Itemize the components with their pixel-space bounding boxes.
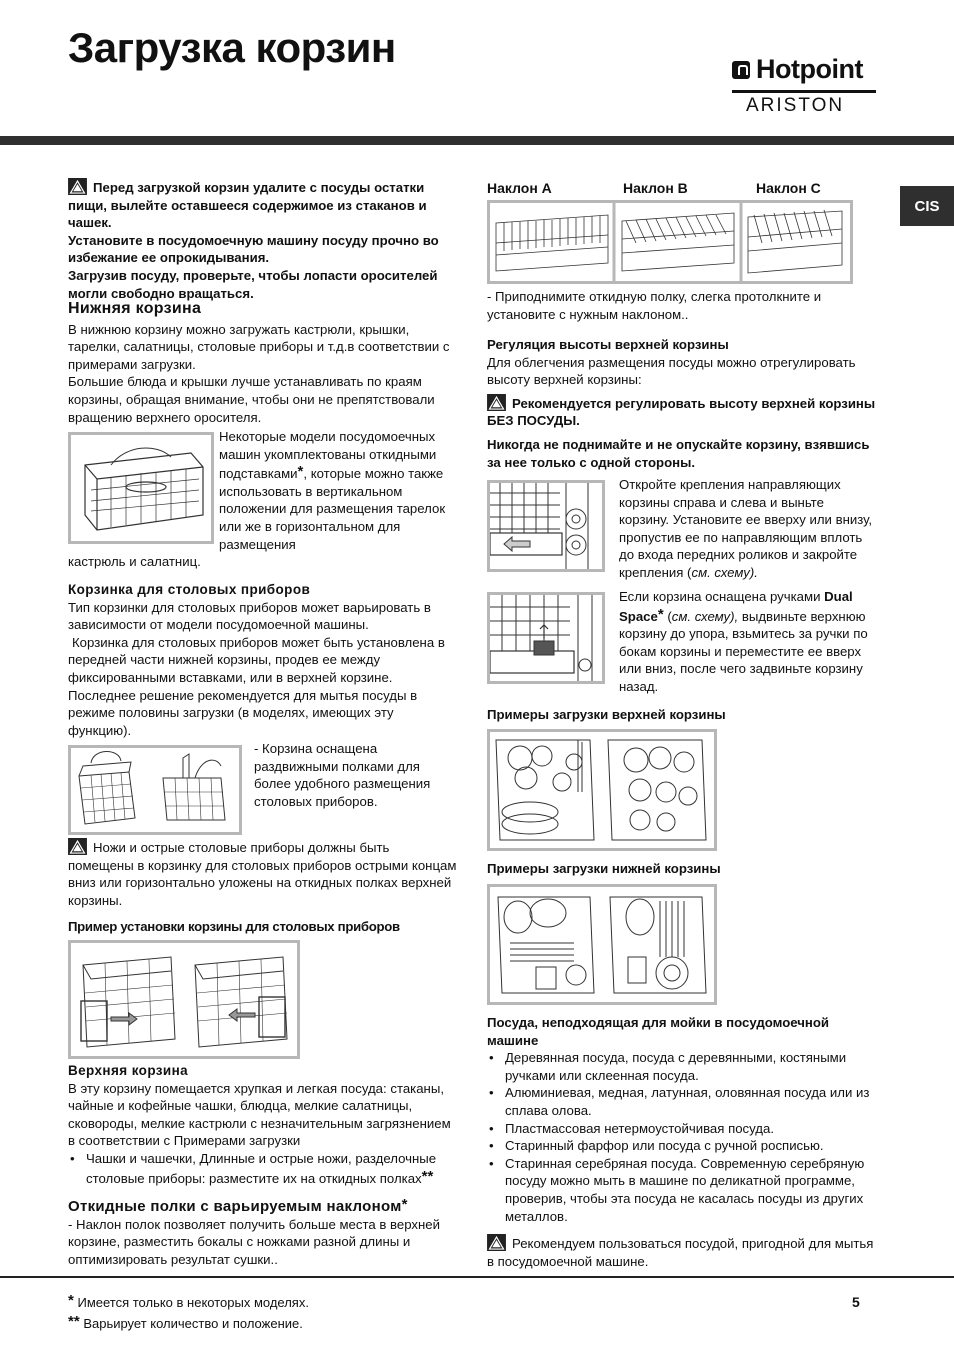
list-item: • Алюминиевая, медная, латунная, оловянная посуда или из сплава олова.	[487, 1084, 877, 1119]
tilt-a-label: Наклон A	[487, 180, 552, 196]
paragraph: В нижнюю корзину можно загружать кастрюли, крышки, тарелки, салатницы, столовые приборы и т.д.в соответствии с примерами загрузки.	[68, 321, 450, 372]
footnote-mark: **	[421, 1167, 434, 1185]
tilt-shelves-illustration	[487, 200, 853, 284]
upper-examples-heading	[487, 706, 877, 724]
footer-divider	[0, 1276, 954, 1278]
footnote-mark: *	[297, 463, 304, 481]
section-heading: Нижняя корзина	[68, 300, 202, 317]
upper-basket-load-example	[487, 729, 717, 851]
footnote-text: Варьирует количество и положение.	[83, 1316, 303, 1331]
paragraph: выдвиньте верхнюю корзину до упора, взьмитесь за ручки по бокам корзины и переместите ее вверх или вниз, после чего задвиньте корзину назад.	[619, 608, 868, 694]
paragraph: Некоторые модели посудомоечных машин укомплектованы откидными подставками	[219, 429, 437, 482]
footnote-mark: *	[401, 1196, 408, 1213]
height-step-1	[619, 476, 874, 582]
paragraph: кастрюль и салатниц.	[68, 554, 201, 569]
paragraph: , которые можно также использовать в вертикальном положении для размещения тарелок или же в горизонтальном для размещения	[219, 466, 446, 552]
hotpoint-logo	[732, 54, 863, 85]
subheading: Примеры загрузки нижней корзины	[487, 861, 721, 876]
shelves-section	[68, 1196, 458, 1268]
paragraph: Тип корзинки для столовых приборов может варьировать в зависимости от модели посудомоечной машины.	[68, 599, 431, 633]
footnote-2	[68, 1313, 303, 1331]
subheading: Посуда, неподходящая для мойки в посудомоечной машине	[487, 1015, 830, 1048]
subheading: Пример установки корзины для столовых приборов	[68, 919, 400, 934]
paragraph: - Корзина оснащена раздвижными полками для более удобного размещения столовых приборов.	[254, 741, 431, 809]
warning-text: Никогда не поднимайте и не опускайте корзину, взявшись за нее только с одной стороны.	[487, 436, 870, 470]
section-heading: Корзинка для столовых приборов	[68, 582, 311, 597]
footnote-text: Имеется только в некоторых моделях.	[77, 1295, 309, 1310]
warning-icon	[68, 178, 87, 195]
footnote-mark: **	[68, 1313, 80, 1330]
brand-name: Hotpoint	[756, 54, 863, 84]
footnote-mark: *	[68, 1292, 74, 1309]
intro-warning-block	[68, 178, 458, 302]
paragraph: В эту корзину помещается хрупкая и легкая посуда: стаканы, чайные и кофейные чашки, блюдца, мелкие салатницы, сковороды, мелкие кастрюли с незначительным загрязнением в соответствии с Примерами загрузки	[68, 1080, 451, 1149]
paragraph-emphasis: см. схему).	[691, 564, 758, 580]
example-heading-block	[68, 918, 458, 936]
warning-icon	[68, 838, 87, 855]
list-item: • Чашки и чашечки, Длинные и острые ножи, разделочные столовые приборы: разместите их на откидных полках**	[68, 1150, 458, 1187]
cutlery-basket-illustration	[68, 745, 242, 835]
unsuitable-section	[487, 1014, 877, 1270]
subheading: Регуляция высоты верхней корзины	[487, 337, 729, 352]
tilt-b-label: Наклон B	[623, 180, 688, 196]
height-step-2	[619, 588, 874, 696]
list-item: • Деревянная посуда, посуда с деревянными, костяными ручками или склеенная посуда.	[487, 1049, 877, 1084]
cutlery-placement-illustration	[68, 940, 300, 1059]
list-item: • Старинный фарфор или посуда с ручной росписью.	[487, 1137, 877, 1155]
knives-warning	[68, 838, 458, 909]
paragraph-emphasis: см. схему),	[671, 608, 739, 624]
upper-basket-list	[68, 1150, 458, 1187]
section-heading: Верхняя корзина	[68, 1063, 189, 1078]
upper-basket-section	[68, 1062, 458, 1187]
tilt-c-label: Наклон C	[756, 180, 821, 196]
paragraph: Большие блюда и крышки лучше устанавливать по краям корзины, обращая внимание, чтобы они не препятствовали вращению верхнего оросителя.	[68, 374, 435, 425]
paragraph: Последнее решение рекомендуется для мытья посуды в режиме половины загрузки (в моделях, имеющих эту функцию).	[68, 687, 418, 738]
subheading: Примеры загрузки верхней корзины	[487, 707, 726, 722]
paragraph: - Приподнимите откидную полку, слегка протолкните и установите с нужным наклоном..	[487, 289, 822, 322]
paragraph: Для облегчения размещения посуды можно отрегулировать высоту верхней корзины:	[487, 354, 856, 388]
height-adjust-rollers-illustration	[487, 480, 605, 572]
paragraph: - Наклон полок позволяет получить больше места в верхней корзине, разместить бокалы с ножками разной длины и оптимизировать результат сушки..	[68, 1216, 440, 1267]
region-tab: CIS	[900, 186, 954, 226]
fold-supports-text-end	[68, 553, 458, 571]
warning-text: Рекомендуем пользоваться посудой, пригодной для мытья в посудомоечной машине.	[487, 1236, 874, 1269]
warning-text: Перед загрузкой корзин удалите с посуды остатки пищи, вылейте оставшееся содержимое из стаканов и чашек.	[68, 180, 427, 231]
tilt-note	[487, 288, 877, 323]
paragraph: (	[663, 608, 672, 624]
logo-mark-icon	[732, 61, 750, 79]
logo-divider	[732, 90, 876, 93]
lower-basket-section	[68, 300, 458, 426]
warning-text: Рекомендуется регулировать высоту верхней корзины БЕЗ ПОСУДЫ.	[487, 395, 876, 429]
cutlery-note	[254, 740, 459, 810]
lower-basket-load-example	[487, 884, 717, 1005]
page-title: Загрузка корзин	[68, 24, 396, 71]
lower-examples-heading	[487, 860, 877, 878]
warning-text: Установите в посудомоечную машину посуду прочно во избежание ее опрокидывания.	[68, 232, 439, 266]
list-item: • Старинная серебряная посуда. Современную серебряную посуду можно мыть в машине по деликатной программе, проверив, чтобы эта посуда не касалась посуды из других металлов.	[487, 1155, 877, 1225]
dual-space-handle-illustration	[487, 592, 605, 684]
warning-text: Загрузив посуду, проверьте, чтобы лопасти оросителей могли свободно вращаться.	[68, 267, 438, 301]
section-heading: Откидные полки с варьируемым наклоном	[68, 1198, 402, 1215]
paragraph: Корзинка для столовых приборов может быть установлена в передней части нижней корзины, продев ее между фиксированными вставками, или в верхней корзине.	[68, 634, 445, 685]
warning-icon	[487, 394, 506, 411]
warning-icon	[487, 1234, 506, 1251]
footnote-mark: *	[657, 605, 664, 623]
header-bar	[0, 136, 954, 145]
paragraph: Откройте крепления направляющих корзины справа и слева и выньте корзину. Установите ее вверху или внизу, пропустив ее по направляющим вплоть до входа передних роликов и закройте крепления (	[619, 477, 873, 580]
cutlery-section	[68, 581, 458, 739]
height-section	[487, 336, 877, 471]
fold-supports-text	[219, 428, 459, 553]
unsuitable-list	[487, 1049, 877, 1225]
footnote-1	[68, 1292, 309, 1310]
warning-text: Ножи и острые столовые приборы должны быть помещены в корзинку для столовых приборов острыми концам вниз или горизонтально уложены на откидных полках верхней корзины.	[68, 840, 457, 908]
brand-sub: ARISTON	[746, 95, 845, 116]
page-number: 5	[852, 1294, 860, 1310]
lower-basket-illustration	[68, 432, 214, 544]
list-item: • Пластмассовая нетермоустойчивая посуда.	[487, 1120, 877, 1138]
dual-space-term: Dual Space	[619, 589, 853, 624]
paragraph: Если корзина оснащена ручками	[619, 589, 825, 604]
